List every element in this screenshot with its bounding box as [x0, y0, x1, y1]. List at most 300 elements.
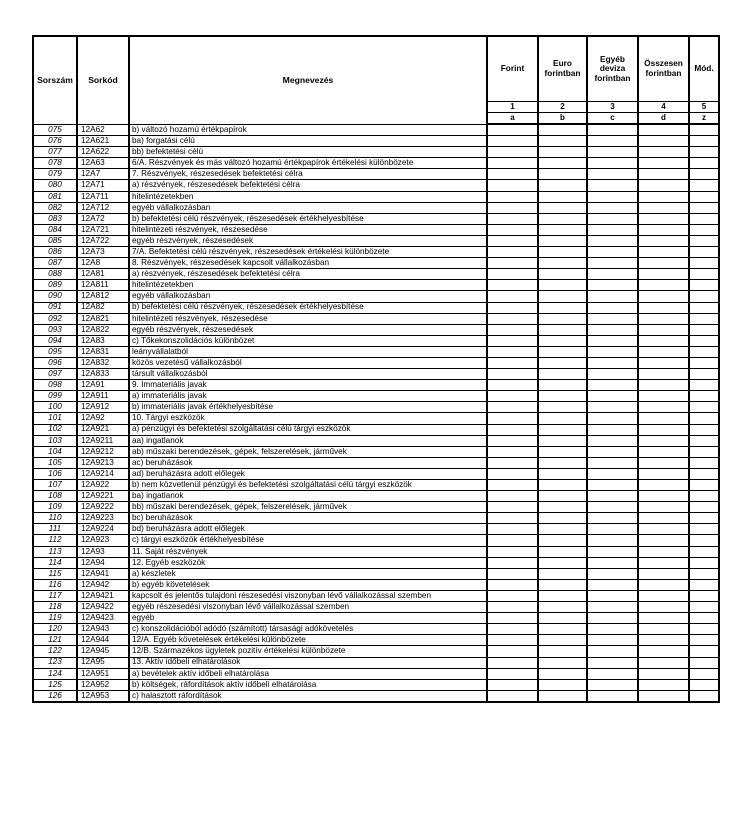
- row-value-forint[interactable]: [487, 302, 538, 313]
- row-value-deviza[interactable]: [587, 690, 638, 702]
- row-megnevezes: közös vezetésű vállalkozásból: [129, 357, 487, 368]
- row-value-deviza[interactable]: [587, 124, 638, 136]
- row-value-forint[interactable]: [487, 557, 538, 568]
- row-value-osszesen[interactable]: [638, 502, 689, 513]
- row-value-forint[interactable]: [487, 435, 538, 446]
- row-value-deviza[interactable]: [587, 435, 638, 446]
- row-value-euro[interactable]: [538, 679, 587, 690]
- row-value-forint[interactable]: [487, 324, 538, 335]
- row-value-euro[interactable]: [538, 468, 587, 479]
- row-value-mod[interactable]: [689, 690, 719, 702]
- row-value-osszesen[interactable]: [638, 291, 689, 302]
- row-value-mod[interactable]: [689, 313, 719, 324]
- row-value-mod[interactable]: [689, 568, 719, 579]
- row-sorkod: 12A945: [77, 646, 129, 657]
- row-value-mod[interactable]: [689, 269, 719, 280]
- row-value-euro[interactable]: [538, 579, 587, 590]
- row-value-deviza[interactable]: [587, 302, 638, 313]
- row-value-osszesen[interactable]: [638, 568, 689, 579]
- row-value-osszesen[interactable]: [638, 646, 689, 657]
- row-value-mod[interactable]: [689, 613, 719, 624]
- row-value-deviza[interactable]: [587, 402, 638, 413]
- row-value-mod[interactable]: [689, 635, 719, 646]
- header-osszesen: Összesen forintban: [638, 36, 689, 102]
- row-megnevezes: 9. Immateriális javak: [129, 380, 487, 391]
- row-value-forint[interactable]: [487, 136, 538, 147]
- row-value-osszesen[interactable]: [638, 524, 689, 535]
- row-value-deviza[interactable]: [587, 247, 638, 258]
- row-value-osszesen[interactable]: [638, 624, 689, 635]
- row-value-forint[interactable]: [487, 247, 538, 258]
- row-value-forint[interactable]: [487, 391, 538, 402]
- row-value-deviza[interactable]: [587, 635, 638, 646]
- row-value-mod[interactable]: [689, 235, 719, 246]
- table-row: [33, 690, 719, 702]
- row-value-osszesen[interactable]: [638, 679, 689, 690]
- row-value-deviza[interactable]: [587, 602, 638, 613]
- row-value-deviza[interactable]: [587, 313, 638, 324]
- row-value-osszesen[interactable]: [638, 169, 689, 180]
- row-value-forint[interactable]: [487, 668, 538, 679]
- row-value-mod[interactable]: [689, 202, 719, 213]
- row-value-deviza[interactable]: [587, 169, 638, 180]
- row-value-euro[interactable]: [538, 335, 587, 346]
- row-value-osszesen[interactable]: [638, 258, 689, 269]
- row-value-forint[interactable]: [487, 269, 538, 280]
- row-value-deviza[interactable]: [587, 657, 638, 668]
- row-value-euro[interactable]: [538, 613, 587, 624]
- row-value-osszesen[interactable]: [638, 435, 689, 446]
- row-megnevezes: b) befektetési célú részvények, részesedések értékhelyesbítése: [129, 213, 487, 224]
- row-value-mod[interactable]: [689, 224, 719, 235]
- row-sorszam: 109: [33, 502, 77, 513]
- row-value-osszesen[interactable]: [638, 247, 689, 258]
- row-value-forint[interactable]: [487, 502, 538, 513]
- row-value-euro[interactable]: [538, 668, 587, 679]
- row-value-mod[interactable]: [689, 247, 719, 258]
- row-value-osszesen[interactable]: [638, 457, 689, 468]
- row-value-osszesen[interactable]: [638, 147, 689, 158]
- row-value-forint[interactable]: [487, 568, 538, 579]
- row-sorkod: 12A722: [77, 235, 129, 246]
- row-value-osszesen[interactable]: [638, 535, 689, 546]
- row-value-deviza[interactable]: [587, 502, 638, 513]
- row-value-mod[interactable]: [689, 468, 719, 479]
- row-value-euro[interactable]: [538, 557, 587, 568]
- row-value-osszesen[interactable]: [638, 357, 689, 368]
- row-value-deviza[interactable]: [587, 424, 638, 435]
- row-value-euro[interactable]: [538, 202, 587, 213]
- row-value-mod[interactable]: [689, 258, 719, 269]
- table-row: [33, 269, 719, 280]
- row-value-deviza[interactable]: [587, 391, 638, 402]
- table-row: [33, 191, 719, 202]
- row-value-deviza[interactable]: [587, 557, 638, 568]
- row-value-euro[interactable]: [538, 369, 587, 380]
- row-value-forint[interactable]: [487, 280, 538, 291]
- row-sorszam: 123: [33, 657, 77, 668]
- row-value-euro[interactable]: [538, 391, 587, 402]
- row-value-osszesen[interactable]: [638, 269, 689, 280]
- row-value-mod[interactable]: [689, 579, 719, 590]
- row-sorszam: 112: [33, 535, 77, 546]
- row-value-euro[interactable]: [538, 191, 587, 202]
- row-value-osszesen[interactable]: [638, 136, 689, 147]
- row-value-deviza[interactable]: [587, 646, 638, 657]
- row-sorkod: 12A9224: [77, 524, 129, 535]
- row-value-forint[interactable]: [487, 258, 538, 269]
- row-value-euro[interactable]: [538, 590, 587, 601]
- row-value-deviza[interactable]: [587, 136, 638, 147]
- row-value-forint[interactable]: [487, 468, 538, 479]
- row-value-deviza[interactable]: [587, 413, 638, 424]
- row-value-mod[interactable]: [689, 535, 719, 546]
- row-megnevezes: a) készletek: [129, 568, 487, 579]
- row-value-deviza[interactable]: [587, 291, 638, 302]
- row-value-osszesen[interactable]: [638, 380, 689, 391]
- row-value-deviza[interactable]: [587, 624, 638, 635]
- row-megnevezes: hitelintézetekben: [129, 280, 487, 291]
- row-value-deviza[interactable]: [587, 180, 638, 191]
- row-value-deviza[interactable]: [587, 147, 638, 158]
- row-value-euro[interactable]: [538, 446, 587, 457]
- row-value-euro[interactable]: [538, 258, 587, 269]
- row-value-forint[interactable]: [487, 524, 538, 535]
- row-value-deviza[interactable]: [587, 224, 638, 235]
- row-value-osszesen[interactable]: [638, 369, 689, 380]
- row-value-euro[interactable]: [538, 169, 587, 180]
- row-value-osszesen[interactable]: [638, 335, 689, 346]
- row-value-deviza[interactable]: [587, 446, 638, 457]
- row-value-forint[interactable]: [487, 235, 538, 246]
- row-sorkod: 12A943: [77, 624, 129, 635]
- row-value-euro[interactable]: [538, 313, 587, 324]
- row-megnevezes: a) immateriális javak: [129, 391, 487, 402]
- row-value-forint[interactable]: [487, 679, 538, 690]
- row-value-mod[interactable]: [689, 191, 719, 202]
- row-value-euro[interactable]: [538, 357, 587, 368]
- row-value-mod[interactable]: [689, 147, 719, 158]
- row-value-mod[interactable]: [689, 480, 719, 491]
- row-value-mod[interactable]: [689, 546, 719, 557]
- row-value-forint[interactable]: [487, 158, 538, 169]
- row-value-mod[interactable]: [689, 158, 719, 169]
- row-value-forint[interactable]: [487, 413, 538, 424]
- row-value-euro[interactable]: [538, 480, 587, 491]
- row-value-euro[interactable]: [538, 269, 587, 280]
- row-value-forint[interactable]: [487, 124, 538, 136]
- row-value-deviza[interactable]: [587, 269, 638, 280]
- row-value-deviza[interactable]: [587, 213, 638, 224]
- row-sorszam: 126: [33, 690, 77, 702]
- row-value-deviza[interactable]: [587, 491, 638, 502]
- row-value-forint[interactable]: [487, 602, 538, 613]
- row-sorszam: 080: [33, 180, 77, 191]
- row-value-euro[interactable]: [538, 546, 587, 557]
- row-value-forint[interactable]: [487, 335, 538, 346]
- row-value-forint[interactable]: [487, 546, 538, 557]
- row-value-osszesen[interactable]: [638, 224, 689, 235]
- row-megnevezes: c) halasztott ráfordítások: [129, 690, 487, 702]
- row-value-mod[interactable]: [689, 502, 719, 513]
- row-value-osszesen[interactable]: [638, 635, 689, 646]
- row-value-deviza[interactable]: [587, 280, 638, 291]
- row-value-deviza[interactable]: [587, 480, 638, 491]
- row-value-forint[interactable]: [487, 513, 538, 524]
- row-value-mod[interactable]: [689, 380, 719, 391]
- row-value-deviza[interactable]: [587, 546, 638, 557]
- row-value-euro[interactable]: [538, 457, 587, 468]
- row-value-forint[interactable]: [487, 446, 538, 457]
- row-value-osszesen[interactable]: [638, 302, 689, 313]
- row-value-mod[interactable]: [689, 391, 719, 402]
- row-value-mod[interactable]: [689, 435, 719, 446]
- row-value-euro[interactable]: [538, 424, 587, 435]
- row-value-forint[interactable]: [487, 590, 538, 601]
- row-value-forint[interactable]: [487, 313, 538, 324]
- row-value-mod[interactable]: [689, 424, 719, 435]
- row-value-mod[interactable]: [689, 124, 719, 136]
- row-value-deviza[interactable]: [587, 346, 638, 357]
- row-value-euro[interactable]: [538, 247, 587, 258]
- row-value-osszesen[interactable]: [638, 468, 689, 479]
- row-value-osszesen[interactable]: [638, 690, 689, 702]
- row-value-osszesen[interactable]: [638, 124, 689, 136]
- row-value-forint[interactable]: [487, 369, 538, 380]
- row-value-euro[interactable]: [538, 646, 587, 657]
- row-value-osszesen[interactable]: [638, 590, 689, 601]
- row-value-forint[interactable]: [487, 346, 538, 357]
- row-value-forint[interactable]: [487, 357, 538, 368]
- table-row: [33, 657, 719, 668]
- row-value-deviza[interactable]: [587, 535, 638, 546]
- row-value-euro[interactable]: [538, 302, 587, 313]
- row-value-mod[interactable]: [689, 324, 719, 335]
- row-value-deviza[interactable]: [587, 524, 638, 535]
- row-value-osszesen[interactable]: [638, 313, 689, 324]
- row-value-euro[interactable]: [538, 324, 587, 335]
- row-value-forint[interactable]: [487, 224, 538, 235]
- row-value-forint[interactable]: [487, 202, 538, 213]
- row-value-euro[interactable]: [538, 524, 587, 535]
- row-value-mod[interactable]: [689, 602, 719, 613]
- row-value-euro[interactable]: [538, 124, 587, 136]
- row-value-deviza[interactable]: [587, 357, 638, 368]
- row-value-euro[interactable]: [538, 136, 587, 147]
- row-value-mod[interactable]: [689, 169, 719, 180]
- row-value-deviza[interactable]: [587, 457, 638, 468]
- row-value-forint[interactable]: [487, 380, 538, 391]
- row-value-mod[interactable]: [689, 280, 719, 291]
- row-value-osszesen[interactable]: [638, 391, 689, 402]
- row-value-forint[interactable]: [487, 424, 538, 435]
- row-value-euro[interactable]: [538, 413, 587, 424]
- row-value-osszesen[interactable]: [638, 324, 689, 335]
- row-value-osszesen[interactable]: [638, 158, 689, 169]
- table-row: [33, 491, 719, 502]
- row-value-euro[interactable]: [538, 235, 587, 246]
- row-value-mod[interactable]: [689, 668, 719, 679]
- row-value-forint[interactable]: [487, 690, 538, 702]
- row-value-euro[interactable]: [538, 402, 587, 413]
- row-value-deviza[interactable]: [587, 513, 638, 524]
- row-value-forint[interactable]: [487, 613, 538, 624]
- row-value-deviza[interactable]: [587, 380, 638, 391]
- row-value-euro[interactable]: [538, 513, 587, 524]
- row-value-mod[interactable]: [689, 180, 719, 191]
- row-value-osszesen[interactable]: [638, 546, 689, 557]
- row-value-forint[interactable]: [487, 491, 538, 502]
- row-megnevezes: ab) műszaki berendezések, gépek, felszerelések, járművek: [129, 446, 487, 457]
- row-value-osszesen[interactable]: [638, 202, 689, 213]
- row-value-mod[interactable]: [689, 524, 719, 535]
- row-value-mod[interactable]: [689, 657, 719, 668]
- row-value-deviza[interactable]: [587, 679, 638, 690]
- row-megnevezes: ad) beruházásra adott előlegek: [129, 468, 487, 479]
- row-value-osszesen[interactable]: [638, 280, 689, 291]
- row-value-mod[interactable]: [689, 136, 719, 147]
- row-value-deviza[interactable]: [587, 202, 638, 213]
- row-value-deviza[interactable]: [587, 335, 638, 346]
- row-value-osszesen[interactable]: [638, 480, 689, 491]
- row-value-forint[interactable]: [487, 457, 538, 468]
- row-megnevezes: b) egyéb követelések: [129, 579, 487, 590]
- row-value-mod[interactable]: [689, 369, 719, 380]
- row-value-forint[interactable]: [487, 624, 538, 635]
- row-value-mod[interactable]: [689, 302, 719, 313]
- row-value-forint[interactable]: [487, 291, 538, 302]
- row-value-forint[interactable]: [487, 579, 538, 590]
- row-value-osszesen[interactable]: [638, 491, 689, 502]
- row-value-osszesen[interactable]: [638, 213, 689, 224]
- row-value-deviza[interactable]: [587, 568, 638, 579]
- row-value-osszesen[interactable]: [638, 613, 689, 624]
- row-value-osszesen[interactable]: [638, 557, 689, 568]
- row-value-osszesen[interactable]: [638, 579, 689, 590]
- row-value-forint[interactable]: [487, 646, 538, 657]
- row-value-osszesen[interactable]: [638, 191, 689, 202]
- row-value-euro[interactable]: [538, 180, 587, 191]
- row-value-euro[interactable]: [538, 690, 587, 702]
- row-value-euro[interactable]: [538, 380, 587, 391]
- row-value-mod[interactable]: [689, 491, 719, 502]
- row-value-euro[interactable]: [538, 346, 587, 357]
- row-sorkod: 12A71: [77, 180, 129, 191]
- row-value-forint[interactable]: [487, 480, 538, 491]
- row-value-mod[interactable]: [689, 213, 719, 224]
- table-row: [33, 624, 719, 635]
- row-value-euro[interactable]: [538, 158, 587, 169]
- row-value-euro[interactable]: [538, 602, 587, 613]
- row-sorszam: 081: [33, 191, 77, 202]
- row-value-mod[interactable]: [689, 346, 719, 357]
- row-value-osszesen[interactable]: [638, 602, 689, 613]
- row-value-deviza[interactable]: [587, 369, 638, 380]
- row-value-euro[interactable]: [538, 213, 587, 224]
- row-value-mod[interactable]: [689, 446, 719, 457]
- row-sorszam: 084: [33, 224, 77, 235]
- row-sorkod: 12A9222: [77, 502, 129, 513]
- row-value-osszesen[interactable]: [638, 235, 689, 246]
- row-megnevezes: 10. Tárgyi eszközök: [129, 413, 487, 424]
- row-value-forint[interactable]: [487, 169, 538, 180]
- row-value-osszesen[interactable]: [638, 668, 689, 679]
- row-value-mod[interactable]: [689, 335, 719, 346]
- row-value-euro[interactable]: [538, 535, 587, 546]
- row-value-mod[interactable]: [689, 402, 719, 413]
- row-value-forint[interactable]: [487, 213, 538, 224]
- row-megnevezes: egyéb részvények, részesedések: [129, 324, 487, 335]
- row-value-deviza[interactable]: [587, 191, 638, 202]
- row-value-osszesen[interactable]: [638, 413, 689, 424]
- row-value-euro[interactable]: [538, 502, 587, 513]
- row-value-osszesen[interactable]: [638, 424, 689, 435]
- row-value-forint[interactable]: [487, 402, 538, 413]
- row-value-euro[interactable]: [538, 657, 587, 668]
- row-value-mod[interactable]: [689, 357, 719, 368]
- row-value-deviza[interactable]: [587, 468, 638, 479]
- row-sorszam: 114: [33, 557, 77, 568]
- row-value-mod[interactable]: [689, 413, 719, 424]
- row-value-forint[interactable]: [487, 635, 538, 646]
- row-value-deviza[interactable]: [587, 613, 638, 624]
- row-value-osszesen[interactable]: [638, 402, 689, 413]
- row-value-forint[interactable]: [487, 191, 538, 202]
- row-value-deviza[interactable]: [587, 235, 638, 246]
- row-value-osszesen[interactable]: [638, 446, 689, 457]
- row-value-osszesen[interactable]: [638, 346, 689, 357]
- row-value-euro[interactable]: [538, 435, 587, 446]
- row-value-euro[interactable]: [538, 635, 587, 646]
- row-sorszam: 098: [33, 380, 77, 391]
- row-value-deviza[interactable]: [587, 668, 638, 679]
- row-value-forint[interactable]: [487, 147, 538, 158]
- row-megnevezes: a) pénzügyi és befektetési szolgáltatási célú tárgyi eszközök: [129, 424, 487, 435]
- row-sorszam: 117: [33, 590, 77, 601]
- row-megnevezes: b) nem közvetlenül pénzügyi és befektetési szolgáltatási célú tárgyi eszközök: [129, 480, 487, 491]
- row-value-euro[interactable]: [538, 624, 587, 635]
- row-sorszam: 086: [33, 247, 77, 258]
- row-value-mod[interactable]: [689, 291, 719, 302]
- row-value-euro[interactable]: [538, 280, 587, 291]
- row-value-mod[interactable]: [689, 646, 719, 657]
- row-value-euro[interactable]: [538, 291, 587, 302]
- row-value-mod[interactable]: [689, 590, 719, 601]
- row-value-deviza[interactable]: [587, 590, 638, 601]
- row-value-mod[interactable]: [689, 513, 719, 524]
- row-value-deviza[interactable]: [587, 258, 638, 269]
- row-value-deviza[interactable]: [587, 579, 638, 590]
- row-value-forint[interactable]: [487, 535, 538, 546]
- row-value-mod[interactable]: [689, 624, 719, 635]
- row-value-euro[interactable]: [538, 491, 587, 502]
- row-value-mod[interactable]: [689, 557, 719, 568]
- row-value-euro[interactable]: [538, 568, 587, 579]
- row-value-euro[interactable]: [538, 147, 587, 158]
- row-value-osszesen[interactable]: [638, 513, 689, 524]
- row-value-deviza[interactable]: [587, 324, 638, 335]
- row-value-deviza[interactable]: [587, 158, 638, 169]
- row-sorkod: 12A82: [77, 302, 129, 313]
- row-value-euro[interactable]: [538, 224, 587, 235]
- row-value-mod[interactable]: [689, 679, 719, 690]
- row-megnevezes: bb) műszaki berendezések, gépek, felszerelések, járművek: [129, 502, 487, 513]
- row-value-osszesen[interactable]: [638, 657, 689, 668]
- row-value-mod[interactable]: [689, 457, 719, 468]
- row-value-osszesen[interactable]: [638, 180, 689, 191]
- row-value-forint[interactable]: [487, 657, 538, 668]
- row-value-forint[interactable]: [487, 180, 538, 191]
